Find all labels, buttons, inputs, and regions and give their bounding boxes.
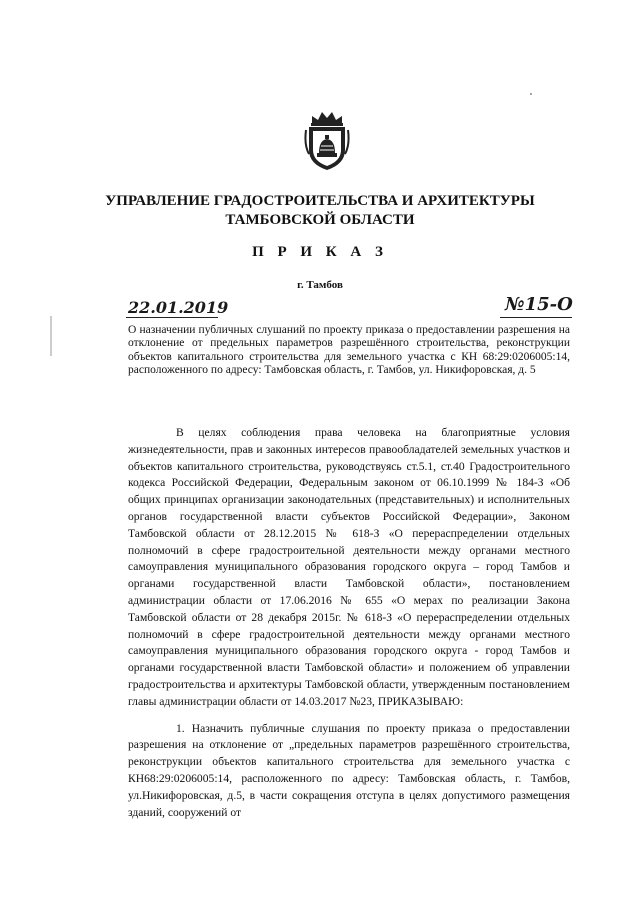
document-type-title: П Р И К А З [252,244,388,260]
organization-title-line1: УПРАВЛЕНИЕ ГРАДОСТРОИТЕЛЬСТВА И АРХИТЕКТУРЫ [105,193,535,209]
number-underline [500,317,572,318]
organization-title-line2: ТАМБОВСКОЙ ОБЛАСТИ [225,212,415,228]
margin-scan-mark [50,316,52,356]
body-paragraph-item-1: 1. Назначить публичные слушания по проекту приказа о предоставлении разрешения на отклонение от „предельных параметров разрешённого строительства, реконструкции объектов капитального строительства для земельного участка с КН68:29:0206005:14, расположенного по адресу: Тамбовская область, г. Тамбов, ул.Никифоровская, д.5, в части сокращения отступа в целях допустимого размещения зданий, сооружений от [128,721,570,819]
document-body [128,425,570,821]
date-underline [126,317,218,318]
handwritten-order-number: №15-О [505,294,573,315]
body-paragraph-preamble: В целях соблюдения права человека на благоприятные условия жизнедеятельности, прав и законных интересов правообладателей земельных участков и объектов капитального строительства, руководствуясь ст.5.1, ст.40 Градостроительного кодекса Российской Федерации, Федеральным законом от 06.10.1999 № 184-З «Об общих принципах организации законодательных (представительных) и исполнительных органов государственной власти субъектов Российской Федерации», Законом Тамбовской области от 28.12.2015 № 618-З «О перераспределении отдельных полномочий в сфере градостроительной деятельности между органами местного самоуправления муниципального образования городского округа – город Тамбов и органами государственной власти Тамбовской области», постановлением администрации области от 17.06.2016 № 655 «О мерах по реализации Закона Тамбовской области от 28 декабря 2015г. № 618-З «О перераспределении отдельных полномочий в сфере градостроительной деятельности между органами местного самоуправления муниципального образования городского округа - город Тамбов и органами государственной власти Тамбовской области» и положением об управлении градостроительства и архитектуры Тамбовской области, утвержденным постановлением главы администрации области от 14.03.2017 №23, ПРИКАЗЫВАЮ: [128,426,570,708]
organization-title [80,192,560,230]
handwritten-date: 22.01.2019 [128,298,229,317]
tambov-coat-of-arms-icon [304,110,350,172]
document-city: г. Тамбов [297,279,343,291]
document-subject: О назначении публичных слушаний по проекту приказа о предоставлении разрешения на отклонение от предельных параметров разрешённого строительства, реконструкции объектов капитального строительства для земельного участка с КН 68:29:0206005:14, расположенного по адресу: Тамбовская область, г. Тамбов, ул. Никифоровская, д. 5 [128,324,570,377]
scan-speck [530,93,532,95]
